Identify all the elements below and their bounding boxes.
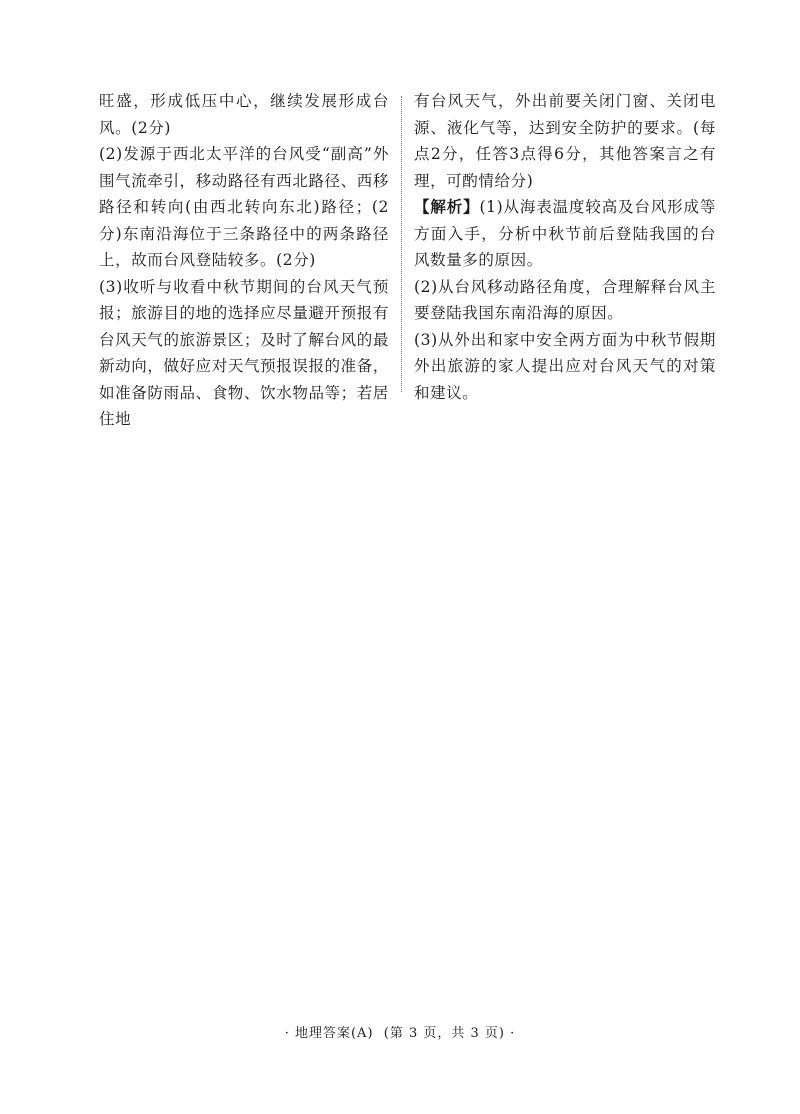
analysis-part-1 (414, 194, 716, 274)
left-column (99, 88, 389, 433)
analysis-tag: 【解析】 (414, 197, 480, 216)
page-footer: · 地理答案(A) (第 3 页，共 3 页) · (284, 1026, 516, 1041)
analysis-part-3: (3)从外出和家中安全两方面为中秋节假期外出旅游的家人提出应对台风天气的对策和建议。 (414, 330, 716, 402)
analysis-part-2: (2)从台风移动路径角度，合理解释台风主要登陆我国东南沿海的原因。 (414, 277, 716, 322)
answer-part-1-ending: 旺盛，形成低压中心，继续发展形成台风。(2分) (99, 92, 389, 137)
answer-part-3-continuation: 有台风天气，外出前要关闭门窗、关闭电源、液化气等，达到安全防护的要求。(每点2分，任答3点得6分，其他答案言之有理，可酌情给分) (414, 92, 716, 190)
answer-part-2: (2)发源于西北太平洋的台风受“副高”外围气流牵引，移动路径有西北路径、西移路径和转向(由西北转向东北)路径；(2分)东南沿海位于三条路径中的两条路径上，故而台风登陆较多。(2分) (99, 145, 389, 269)
analysis-part-1-text: (1)从海表温度较高及台风形成等方面入手，分析中秋节前后登陆我国的台风数量多的原因。 (414, 198, 716, 269)
column-divider (401, 96, 402, 392)
right-column (414, 88, 716, 406)
answer-part-3: (3)收听与收看中秋节期间的台风天气预报；旅游目的地的选择应尽量避开预报有台风天气的旅游景区；及时了解台风的最新动向，做好应对天气预报误报的准备，如准备防雨品、食物、饮水物品等；若居住地 (99, 277, 389, 428)
